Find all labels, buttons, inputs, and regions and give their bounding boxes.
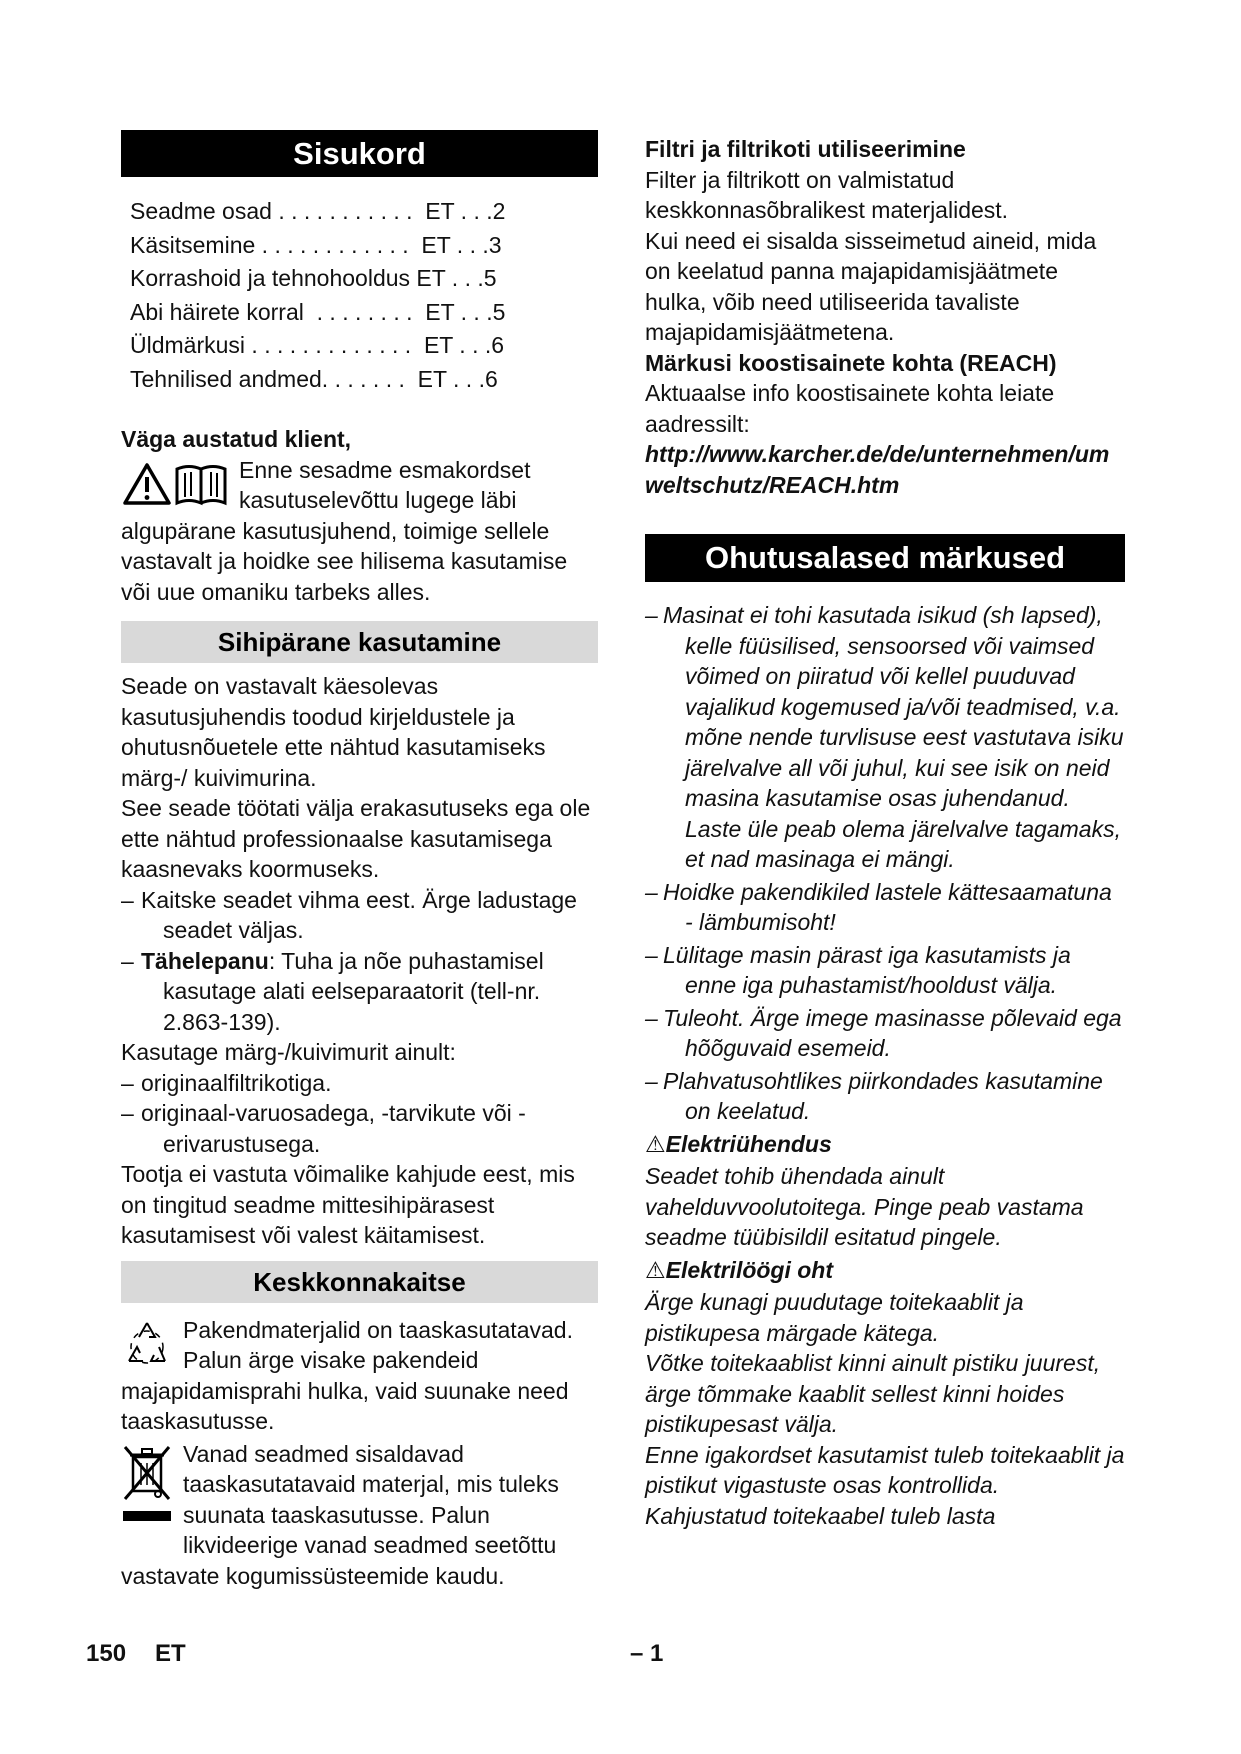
recycle-block <box>121 1315 598 1437</box>
recycle-text: Pakendmaterjalid on taaskasutatavad. Palun ärge visake pakendeid majapidamisprahi hulka, vaid suunake need taaskasutusse. <box>121 1316 573 1434</box>
weee-text: Vanad seadmed sisaldavad taaskasutatavaid materjal, mis tuleks suunata taaskasutusse. Palun likvideerige vanad seadmed seetõttu vastavate kogumissüsteemide kaudu. <box>121 1440 559 1589</box>
section-title-environment: Keskkonnakaitse <box>121 1261 598 1303</box>
page-number: 150 <box>86 1640 127 1667</box>
safety-list <box>645 600 1125 1127</box>
toc-item[interactable]: Abi häirete korral . . . . . . . . ET . . .5 <box>130 298 506 325</box>
filter-p2: Kui need ei sisalda sisseimetud aineid, mida on keelatud panna majapidamisjäätmete hulka, võib need utiliseerida tavaliste majapidamisjäätmetena. <box>645 227 1097 345</box>
filter-title: Filtri ja filtrikoti utiliseerimine <box>645 136 966 162</box>
list-item-text: Lülitage masin pärast iga kasutamists ja enne iga puhastamist/hooldust välja. <box>663 941 1071 998</box>
list-item-text: : Tuha ja nõe puhastamisel kasutage alati eelseparaatorit (tell-nr. 2.863-139). <box>163 947 544 1035</box>
warning-triangle-icon: ⚠ <box>645 1256 666 1283</box>
intended-use-p3: Kasutage märg-/kuivimurit ainult: <box>121 1039 456 1065</box>
electric-connection-text: Seadet tohib ühendada ainult vahelduvvoolutoitega. Pinge peab vastama seadme tüübisildil esitatud pingele. <box>645 1163 1084 1250</box>
right-column <box>645 134 1125 1531</box>
greeting-text: Enne sesadme esmakordset kasutuselevõttu lugege läbi algupärane kasutusjuhend, toimige sellele vastavalt ja hoidke see hilisema kasutamise või uue omaniku tarbeks alles. <box>121 456 568 605</box>
intended-use-p4: Tootja ei vastuta võimalike kahjude eest, mis on tingitud seadme mittesihipärasest kasutamisest või valest käitamisest. <box>121 1161 575 1248</box>
list-item: – Kaitske seadet vihma eest. Ärge ladustage seadet väljas. <box>121 886 577 943</box>
list-item-text: Tuleoht. Ärge imege masinasse põlevaid ega hõõguvaid esemeid. <box>663 1004 1122 1061</box>
electric-shock-p2: Võtke toitekaablist kinni ainult pistiku juurest, ärge tõmmake kaablit sellest kinni hoides pistikupesast välja. <box>645 1350 1101 1437</box>
list-item-text: Plahvatusohtlikes piirkondades kasutamine on keelatud. <box>663 1067 1103 1124</box>
list-item-text: originaalfiltrikotiga. <box>141 1069 332 1096</box>
crossed-bin-icon <box>121 1443 173 1534</box>
toc-item[interactable]: Üldmärkusi . . . . . . . . . . . . . ET . . .6 <box>130 332 505 358</box>
filter-p1: Filter ja filtrikott on valmistatud keskkonnasõbralikest materjalidest. <box>645 166 1009 223</box>
greeting-block <box>121 455 598 608</box>
safety-title: Ohutusalased märkused <box>645 534 1125 582</box>
electric-shock-heading: ⚠Elektrilöögi oht <box>645 1256 834 1283</box>
electric-shock-p3: Enne igakordset kasutamist tuleb toitekaablit ja pistikut vigastuste osas kontrollida. Kahjustatud toitekaabel tuleb lasta <box>645 1441 1125 1529</box>
recycle-icon <box>121 1319 173 1376</box>
list-item: – Tähelepanu: Tuha ja nõe puhastamisel kasutage alati eelseparaatorit (tell-nr. 2.863-139). <box>121 947 544 1035</box>
list-item: – Plahvatusohtlikes piirkondades kasutamine on keelatud. <box>645 1067 1103 1124</box>
page-center-marker: – 1 <box>630 1640 664 1667</box>
section-title-intended-use: Sihipärane kasutamine <box>121 621 598 663</box>
weee-block <box>121 1439 598 1592</box>
toc-title: Sisukord <box>121 130 598 177</box>
intended-use-p1: Seade on vastavalt käesolevas kasutusjuhendis toodud kirjeldustele ja ohutusnõuetele ette nähtud kasutamiseks märg-/ kuivimurina. <box>121 673 546 791</box>
list-item-text: Hoidke pakendikiled lastele kättesaamatuna - lämbumisoht! <box>663 878 1112 935</box>
reach-p1: Aktuaalse info koostisainete kohta leiate aadressilt: <box>645 380 1055 437</box>
list-item: – Tuleoht. Ärge imege masinasse põlevaid ega hõõguvaid esemeid. <box>645 1004 1122 1061</box>
greeting-title: Väga austatud klient, <box>121 426 352 452</box>
list-item: – originaalfiltrikotiga. <box>121 1069 332 1096</box>
warning-triangle-icon: ⚠ <box>645 1130 666 1157</box>
toc-item[interactable]: Seadme osad . . . . . . . . . . . ET . . .2 <box>130 198 506 224</box>
reach-title: Märkusi koostisainete kohta (REACH) <box>645 349 1057 376</box>
toc-item[interactable]: Korrashoid ja tehnohooldus ET . . .5 <box>130 265 497 291</box>
reach-url-link[interactable]: http://www.karcher.de/de/unternehmen/umweltschutz/REACH.htm <box>645 441 1110 498</box>
electric-shock-p1: Ärge kunagi puudutage toitekaablit ja pistikupesa märgade kätega. <box>645 1289 1024 1346</box>
intended-use-p2: See seade töötati välja erakasutuseks ega ole ette nähtud professionaalse kasutamisega kaasnevaks koormuseks. <box>121 795 591 882</box>
list-item: – Hoidke pakendikiled lastele kättesaamatuna - lämbumisoht! <box>645 878 1112 935</box>
list-item: – Masinat ei tohi kasutada isikud (sh lapsed), kelle füüsilised, sensoorsed või vaimsed võimed on piiratud või kellel puuduvad vajalikud kogemused ja/või teadmised, v.a. mõne nende turvlisuse eest vastutava isiku järelvalve all või juhul, kui see isik on neid masina kasutamise osas juhendanud. Laste üle peab olema järelvalve tagamaks, et nad masinaga ei mängi. <box>645 602 1124 872</box>
toc-item[interactable]: Käsitsemine . . . . . . . . . . . . ET . . .3 <box>130 231 502 258</box>
list-item: – originaal-varuosadega, -tarvikute või -erivarustusega. <box>121 1100 526 1157</box>
left-column <box>121 130 598 1591</box>
language-code: ET <box>155 1640 186 1667</box>
list-item: – Lülitage masin pärast iga kasutamists ja enne iga puhastamist/hooldust välja. <box>645 941 1071 998</box>
electric-connection-heading: ⚠Elektriühendus <box>645 1130 832 1157</box>
list-item-text: Masinat ei tohi kasutada isikud (sh lapsed), kelle füüsilised, sensoorsed või vaimsed võimed on piiratud või kellel puuduvad vajalikud kogemused ja/või teadmised, v.a. mõne nende turvlisuse eest vastutava isiku järelvalve all või juhul, kui see isik on neid masina kasutamise osas juhendanud. Laste üle peab olema järelvalve tagamaks, et nad masinaga ei mängi. <box>663 602 1124 872</box>
warning-manual-icon <box>121 461 229 512</box>
table-of-contents <box>121 195 598 396</box>
toc-item[interactable]: Tehnilised andmed. . . . . . . ET . . .6 <box>130 365 498 392</box>
list-item-text: originaal-varuosadega, -tarvikute või -erivarustusega. <box>141 1100 526 1157</box>
list-item-text: Kaitske seadet vihma eest. Ärge ladustage seadet väljas. <box>141 886 577 943</box>
attention-label: Tähelepanu <box>141 947 269 974</box>
